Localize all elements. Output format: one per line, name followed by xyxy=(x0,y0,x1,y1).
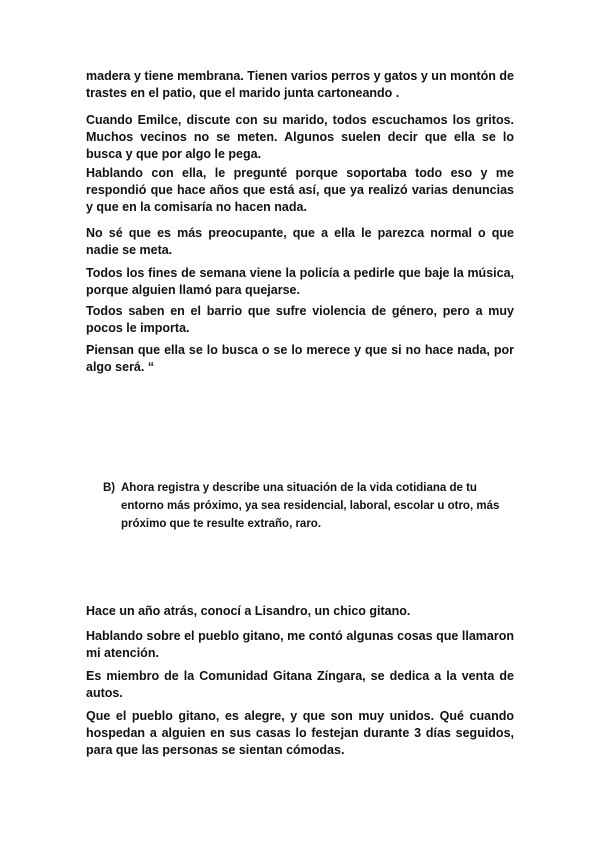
paragraph-arguments: Cuando Emilce, discute con su marido, todos escuchamos los gritos. Muchos vecinos no se meten. Algunos suelen decir que ella se lo busca y que por algo le pega. xyxy=(86,113,514,161)
paragraph-conclusion: Piensan que ella se lo busca o se lo merece y que si no hace nada, por algo será. “ xyxy=(86,343,514,374)
paragraph-concern: No sé que es más preocupante, que a ella le parezca normal o que nadie se meta. xyxy=(86,226,514,257)
paragraph-house-description: madera y tiene membrana. Tienen varios perros y gatos y un montón de trastes en el patio, que el marido junta cartoneando . xyxy=(86,69,514,100)
question-letter: B) xyxy=(103,482,116,494)
paragraph-community: Es miembro de la Comunidad Gitana Zíngara, se dedica a la venta de autos. xyxy=(86,669,514,700)
paragraph-gypsy-people: Hablando sobre el pueblo gitano, me contó algunas cosas que llamaron mi atención. xyxy=(86,629,514,660)
paragraph-gender-violence: Todos saben en el barrio que sufre violencia de género, pero a muy pocos le importa. xyxy=(86,304,514,335)
paragraph-conversation: Hablando con ella, le pregunté porque soportaba todo eso y me respondió que hace años que está así, que ya realizó varias denuncias y que en la comisaría no hacen nada. xyxy=(86,166,514,214)
paragraph-lisandro: Hace un año atrás, conocí a Lisandro, un chico gitano. xyxy=(86,604,411,618)
question-text: Ahora registra y describe una situación de la vida cotidiana de tu entorno más próximo, ya sea residencial, laboral, escolar u otro, más próximo que te resulte extraño, raro. xyxy=(121,482,500,530)
paragraph-hospitality: Que el pueblo gitano, es alegre, y que son muy unidos. Qué cuando hospedan a alguien en sus casas lo festejan durante 3 días seguidos, para que las personas se sientan cómodas. xyxy=(86,709,514,757)
question-b xyxy=(103,479,523,530)
paragraph-police: Todos los fines de semana viene la policía a pedirle que baje la música, porque alguien llamó para quejarse. xyxy=(86,266,514,297)
